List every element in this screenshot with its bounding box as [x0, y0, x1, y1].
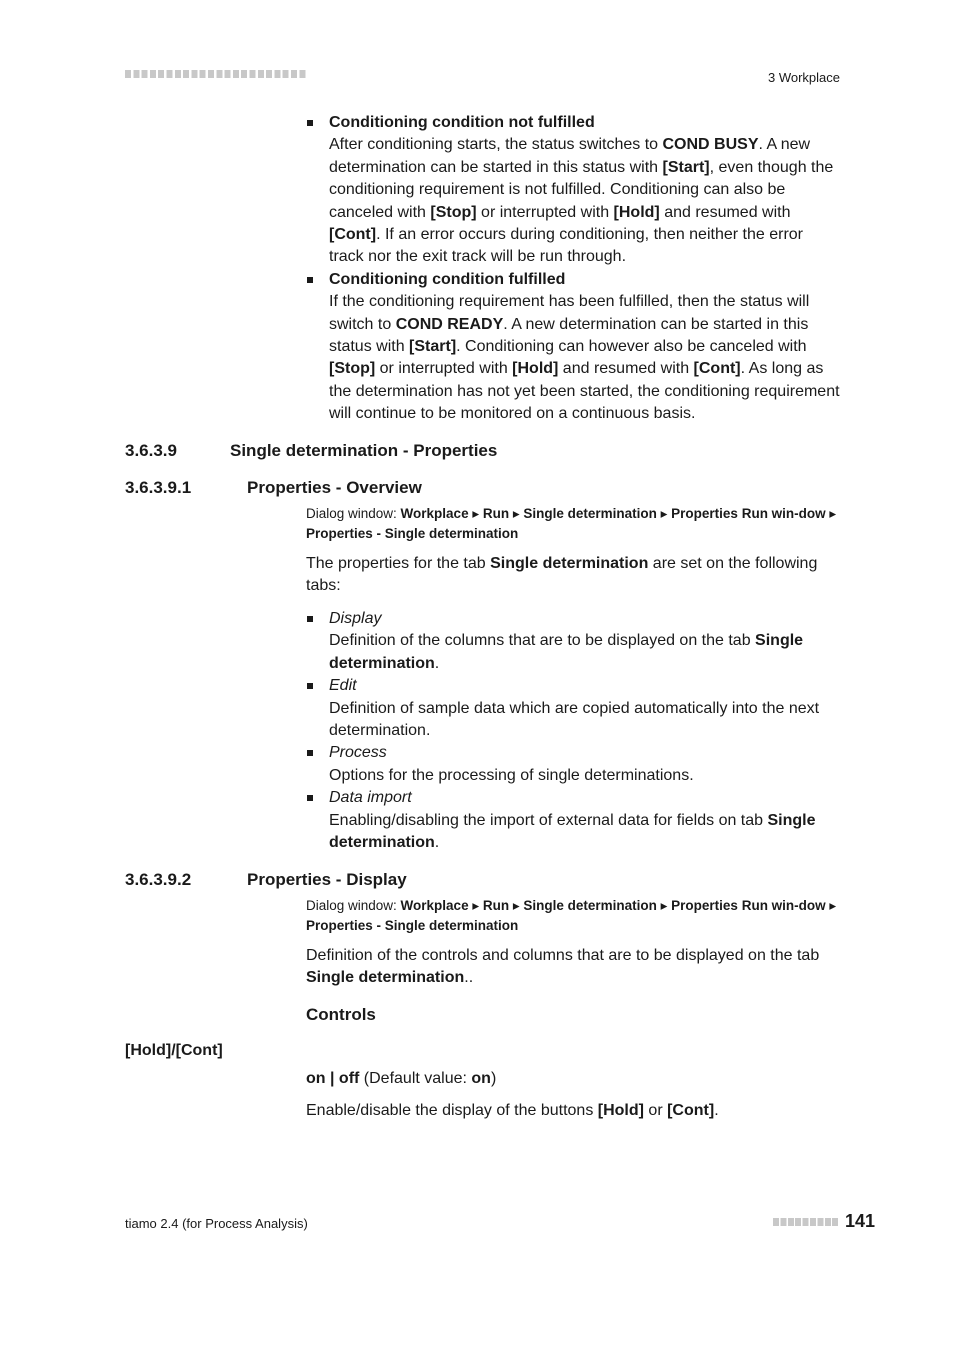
section-title: Properties - Overview	[247, 478, 422, 497]
emphasis: [Start]	[409, 338, 457, 356]
conditioning-list-container	[306, 112, 841, 426]
list-item	[306, 742, 841, 787]
list-item-title: Edit	[329, 677, 357, 695]
list-item-text: Options for the processing of single determinations.	[329, 766, 694, 784]
bullet-icon	[307, 795, 313, 801]
list-item-text: Enabling/disabling the import of external data for fields on tab Single determination.	[329, 811, 816, 852]
list-item-title: Data import	[329, 789, 412, 807]
section-number: 3.6.3.9	[125, 441, 177, 460]
parameter-values: on | off (Default value: on)	[306, 1070, 497, 1087]
section-title: Properties - Display	[247, 870, 407, 889]
bullet-icon	[307, 750, 313, 756]
dialog-path: Dialog window: Workplace ▸ Run ▸ Single determination ▸ Properties Run win-dow ▸ Properties - Single determination	[306, 898, 837, 933]
emphasis: on | off	[306, 1070, 360, 1087]
list-item	[306, 608, 841, 675]
section-title: Single determination - Properties	[230, 441, 498, 460]
section-number: 3.6.3.9.2	[125, 870, 192, 889]
emphasis: COND READY	[395, 315, 504, 333]
emphasis: Single determination	[306, 969, 465, 987]
parameter-description: Enable/disable the display of the buttons [Hold] or [Cont].	[306, 1102, 719, 1119]
list-item-text: If the conditioning requirement has been fulfilled, then the status will switch to COND READY. A new determination can be started in this status with [Start]. Conditioning can however also be canceled with [Stop] or interrupted with [Hold] and resumed with [Cont]. As long as the determination has not yet been started, the conditioning requirement will continue to be monitored on a continuous basis.	[329, 293, 840, 423]
section-heading-3639	[125, 441, 497, 461]
page-number: 141	[845, 1211, 876, 1231]
section-number: 3.6.3.9.1	[125, 478, 192, 497]
emphasis: Workplace ▸ Run ▸ Single determination ▸ Properties Run win-dow ▸ Properties - Single determination	[306, 506, 837, 541]
list-item-title: Process	[329, 744, 387, 762]
list-item-text: After conditioning starts, the status switches to COND BUSY. A new determination can be started in this status with [Start], even though the conditioning requirement is not fulfilled. Conditioning can also be canceled with [Stop] or interrupted with [Hold] and resumed with [Cont]. If an error occurs during conditioning, then neither the error track nor the exit track will be run through.	[329, 136, 834, 266]
emphasis: [Cont]	[329, 226, 377, 244]
emphasis: COND BUSY	[662, 136, 759, 154]
emphasis: Single determination	[329, 632, 804, 672]
intro-paragraph: Definition of the controls and columns that are to be displayed on the tab Single determination..	[306, 947, 820, 987]
chapter-header: 3 Workplace	[767, 70, 840, 85]
tabs-list	[306, 608, 841, 854]
emphasis: Single determination	[490, 555, 649, 572]
list-item-title: Display	[329, 610, 382, 627]
emphasis: [Cont]	[667, 1102, 715, 1119]
footer-product: tiamo 2.4 (for Process Analysis)	[125, 1216, 308, 1231]
dialog-path: Dialog window: Workplace ▸ Run ▸ Single determination ▸ Properties Run win-dow ▸ Properties - Single determination	[306, 506, 837, 541]
emphasis: on	[471, 1070, 491, 1087]
section-heading-36391	[125, 478, 422, 498]
emphasis: [Hold]	[597, 1102, 644, 1119]
tabs-list-container	[306, 608, 841, 854]
emphasis: Single determination	[329, 811, 816, 852]
bullet-icon	[307, 277, 313, 283]
emphasis: [Cont]	[693, 360, 741, 378]
emphasis: [Stop]	[329, 360, 376, 378]
header-decoration	[125, 70, 307, 78]
emphasis: Workplace ▸ Run ▸ Single determination ▸ Properties Run win-dow ▸ Properties - Single determination	[306, 898, 837, 933]
emphasis: [Start]	[662, 158, 710, 176]
parameter-name: [Hold]/[Cont]	[125, 1042, 223, 1059]
conditioning-list	[306, 112, 841, 426]
bullet-icon	[307, 120, 313, 126]
bullet-icon	[307, 683, 313, 689]
intro-paragraph: The properties for the tab Single determination are set on the following tabs:	[306, 555, 818, 595]
bullet-icon	[307, 616, 313, 622]
list-item-text: Definition of the columns that are to be displayed on the tab Single determination.	[329, 632, 804, 672]
list-item-title: Conditioning condition fulfilled	[329, 270, 566, 288]
list-item	[306, 787, 841, 854]
list-item	[306, 675, 841, 742]
emphasis: [Hold]	[512, 360, 559, 378]
section-heading-36392	[125, 870, 407, 890]
footer-decoration	[773, 1218, 839, 1226]
emphasis: [Hold]	[613, 203, 660, 221]
list-item	[306, 269, 841, 426]
list-item-title: Conditioning condition not fulfilled	[329, 114, 595, 131]
emphasis: [Stop]	[430, 203, 477, 221]
list-item-text: Definition of sample data which are copied automatically into the next determination.	[329, 699, 820, 740]
subheading-controls: Controls	[306, 1005, 376, 1024]
list-item	[306, 112, 841, 269]
